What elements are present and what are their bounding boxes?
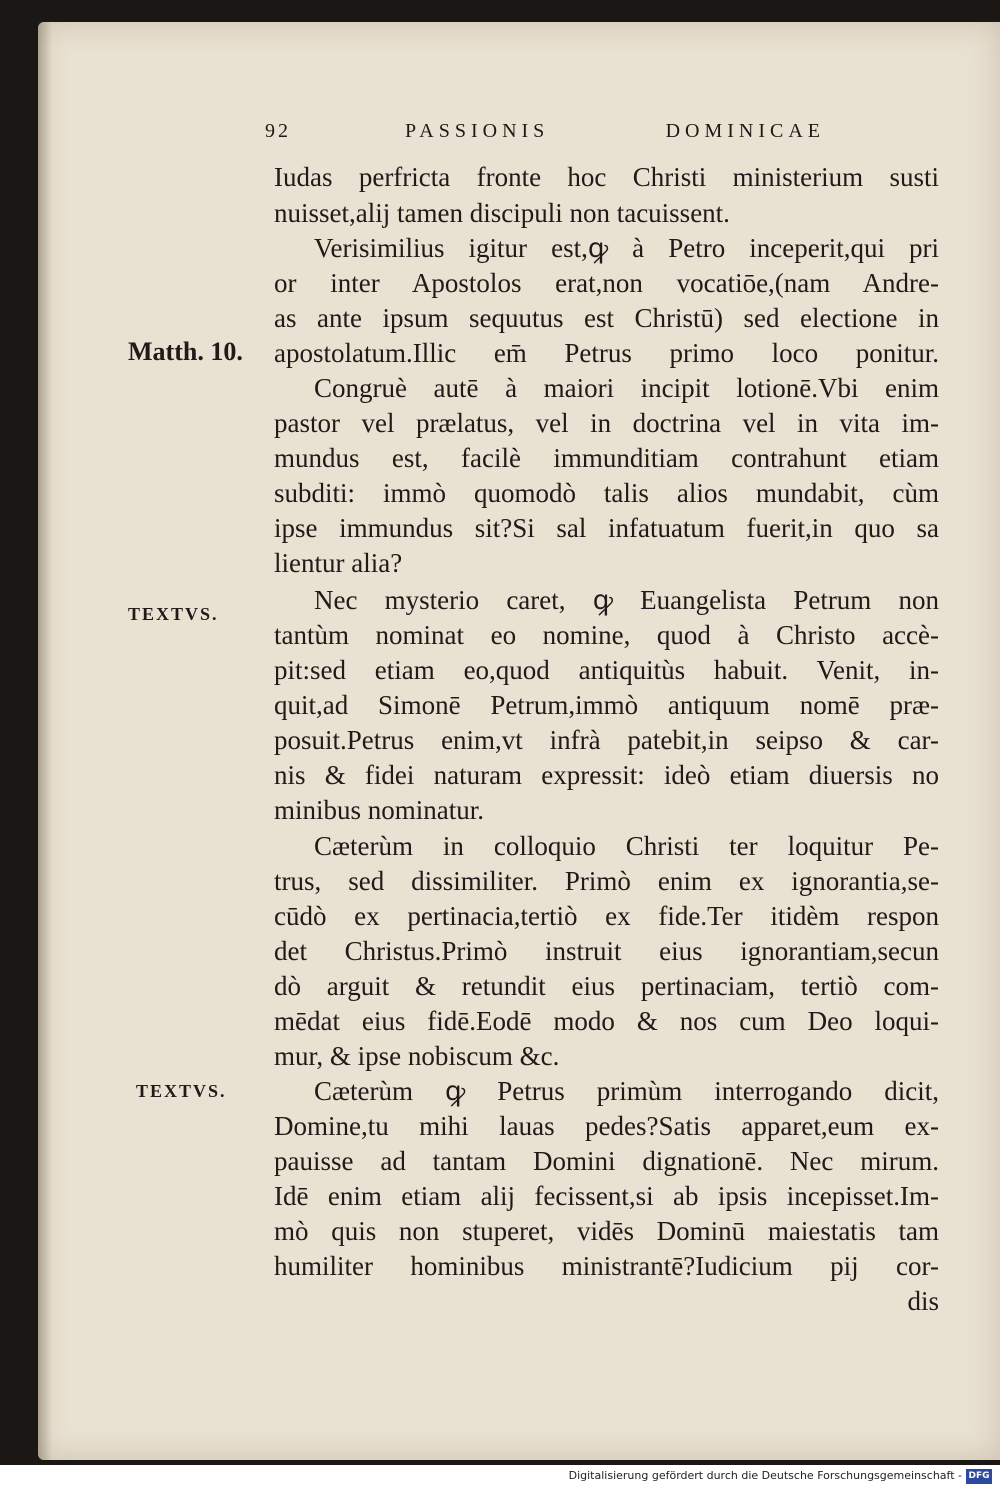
running-title-left: PASSIONIS xyxy=(405,120,550,142)
text-line: trus, sed dissimiliter. Primò enim ex ignorantia,se- xyxy=(274,866,939,896)
text-line: pit:sed etiam eo,quod antiquitùs habuit. Venit, in- xyxy=(274,655,939,685)
text-line: Idē enim etiam alij fecissent,si ab ipsis incepisset.Im- xyxy=(274,1181,939,1211)
text-line: cūdò ex pertinacia,tertiò ex fide.Ter itidèm respon xyxy=(274,901,939,931)
text-line: tantùm nominat eo nomine, quod à Christo accè- xyxy=(274,620,939,650)
margin-note-textus: TEXTVS. xyxy=(128,604,219,624)
text-line: pastor vel prælatus, vel in doctrina vel in vita im- xyxy=(274,408,939,438)
text-line: Congruè autē à maiori incipit lotionē.Vbi enim xyxy=(314,373,939,403)
text-line: nis & fidei naturam expressit: ideò etiam diuersis no xyxy=(274,760,939,790)
text-line: quit,ad Simonē Petrum,immò antiquum nomē præ- xyxy=(274,690,939,720)
text-line: nuisset,alij tamen discipuli non tacuissent. xyxy=(274,198,730,228)
text-line: Domine,tu mihi lauas pedes?Satis apparet,eum ex- xyxy=(274,1111,939,1141)
text-line: mēdat eius fidē.Eodē modo & nos cum Deo loqui- xyxy=(274,1006,939,1036)
dfg-logo: DFG xyxy=(966,1469,992,1484)
text-line: dò arguit & retundit eius pertinaciam, tertiò com- xyxy=(274,971,939,1001)
text-line: minibus nominatur. xyxy=(274,795,485,825)
text-line: or inter Apostolos erat,non vocatiōe,(nam Andre- xyxy=(274,268,939,298)
page-number: 92 xyxy=(265,120,291,142)
text-line: Cæterùm in colloquio Christi ter loquitur Pe- xyxy=(314,831,939,861)
text-line: pauisse ad tantam Domini dignationē. Nec mirum. xyxy=(274,1146,939,1176)
text-line: Cæterùm ꝙ Petrus primùm interrogando dicit, xyxy=(314,1076,939,1106)
text-line: apostolatum.Illic em̄ Petrus primo loco ponitur. xyxy=(274,338,939,368)
running-title-right: DOMINICAE xyxy=(665,120,825,142)
margin-note-textus: TEXTVS. xyxy=(136,1081,227,1101)
text-line: as ante ipsum sequutus est Christū) sed electione in xyxy=(274,303,939,333)
text-line: mundus est, facilè immunditiam contrahunt etiam xyxy=(274,443,939,473)
text-line: det Christus.Primò instruit eius ignorantiam,secun xyxy=(274,936,939,966)
text-line: humiliter hominibus ministrantē?Iudicium pij cor- xyxy=(274,1251,939,1281)
text-line: subditi: immò quomodò talis alios mundabit, cùm xyxy=(274,478,939,508)
text-line: mò quis non stuperet, vidēs Dominū maiestatis tam xyxy=(274,1216,939,1246)
text-line: Nec mysterio caret, ꝙ Euangelista Petrum non xyxy=(314,585,939,615)
text-line: lientur alia? xyxy=(274,548,403,578)
text-line: posuit.Petrus enim,vt infrà patebit,in seipso & car- xyxy=(274,725,939,755)
catchword: dis xyxy=(907,1286,939,1316)
text-line: Iudas perfricta fronte hoc Christi ministerium susti xyxy=(274,162,939,192)
digitization-footer xyxy=(0,1465,1000,1488)
text-line: ipse immundus sit?Si sal infatuatum fuerit,in quo sa xyxy=(274,513,939,543)
funding-credit: Digitalisierung gefördert durch die Deutsche Forschungsgemeinschaft - xyxy=(568,1469,962,1482)
page-edge-shadow xyxy=(38,22,52,1460)
text-line: Verisimilius igitur est,ꝙ à Petro inceperit,qui pri xyxy=(314,233,939,263)
text-line: mur, & ipse nobiscum &c. xyxy=(274,1041,560,1071)
margin-note-reference: Matth. 10. xyxy=(128,337,243,366)
running-header xyxy=(265,120,825,148)
